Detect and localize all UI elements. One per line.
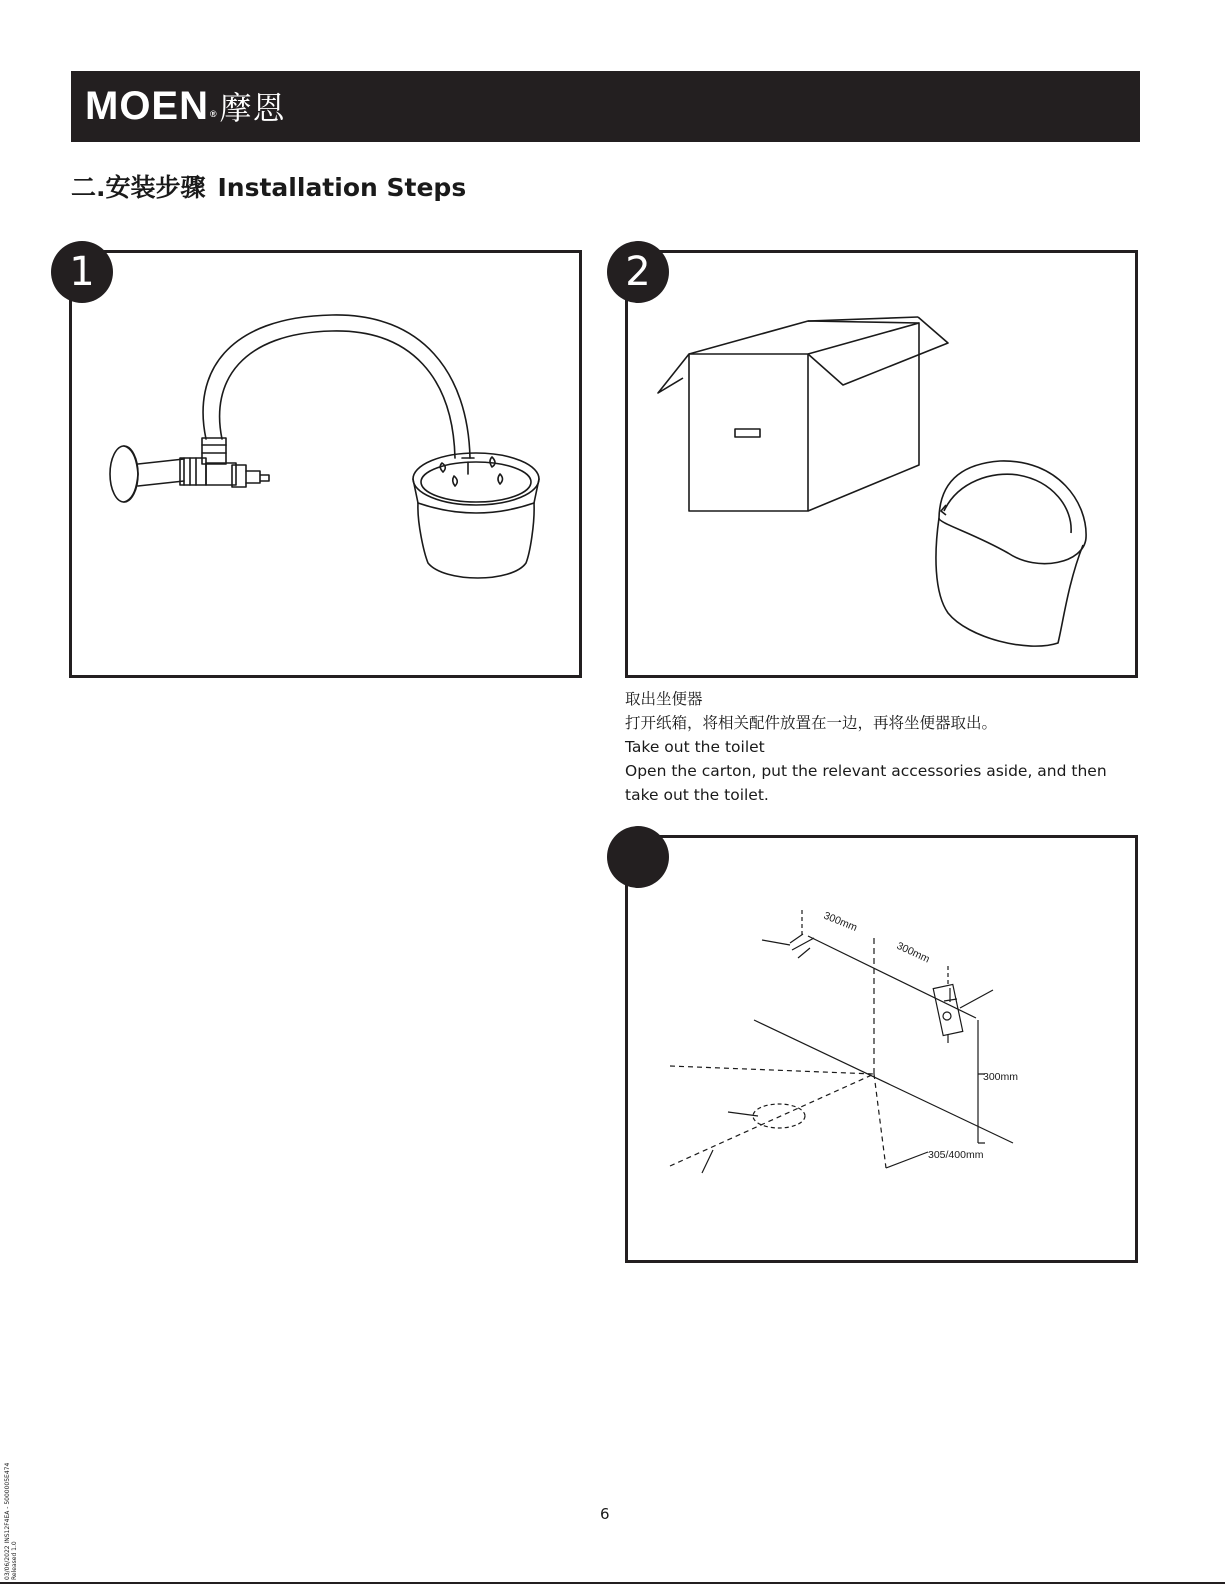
- dim-valve-to-center: 300mm: [821, 909, 859, 934]
- header-bar: [71, 71, 1140, 142]
- document-code: [4, 1463, 18, 1580]
- dim-drain-distance: 305/400mm: [928, 1149, 984, 1161]
- step-3-panel: [625, 835, 1138, 1263]
- caption-body-en-2: take out the toilet.: [625, 786, 769, 804]
- step-2-panel: [625, 250, 1138, 678]
- document-code-line-2: Released 1.0: [11, 1541, 18, 1580]
- step-1-badge: 1: [51, 241, 113, 303]
- document-code-line-1: 03/06/2022 INS12F4EA - 5000005E474: [4, 1462, 11, 1580]
- bottom-rule: [0, 1582, 1225, 1584]
- carton-and-toilet-icon: [628, 253, 1135, 675]
- registered-mark: ®: [210, 109, 218, 119]
- step-2-caption: [625, 687, 1125, 807]
- brand-name: MOEN: [85, 84, 209, 128]
- section-title-en: Installation Steps: [217, 173, 467, 202]
- step-2-badge: 2: [607, 241, 669, 303]
- water-valve-hose-bucket-icon: [72, 253, 579, 675]
- caption-body-cn: 打开纸箱，将相关配件放置在一边，再将坐便器取出。: [625, 714, 998, 732]
- section-title-cn: 二.安装步骤: [71, 173, 206, 202]
- caption-title-en: Take out the toilet: [625, 738, 765, 756]
- dim-center-to-outlet: 300mm: [894, 939, 932, 966]
- rough-in-dimensions-diagram: [628, 838, 1135, 1260]
- page-number: 6: [600, 1505, 610, 1523]
- caption-title-cn: 取出坐便器: [625, 690, 703, 708]
- section-title: [71, 172, 466, 204]
- dim-outlet-height: 300mm: [983, 1071, 1019, 1083]
- step-3-badge: [607, 826, 669, 888]
- step-1-panel: [69, 250, 582, 678]
- caption-body-en-1: Open the carton, put the relevant accessories aside, and then: [625, 762, 1107, 780]
- brand-logo: [85, 83, 286, 131]
- brand-name-cn: 摩恩: [219, 90, 286, 126]
